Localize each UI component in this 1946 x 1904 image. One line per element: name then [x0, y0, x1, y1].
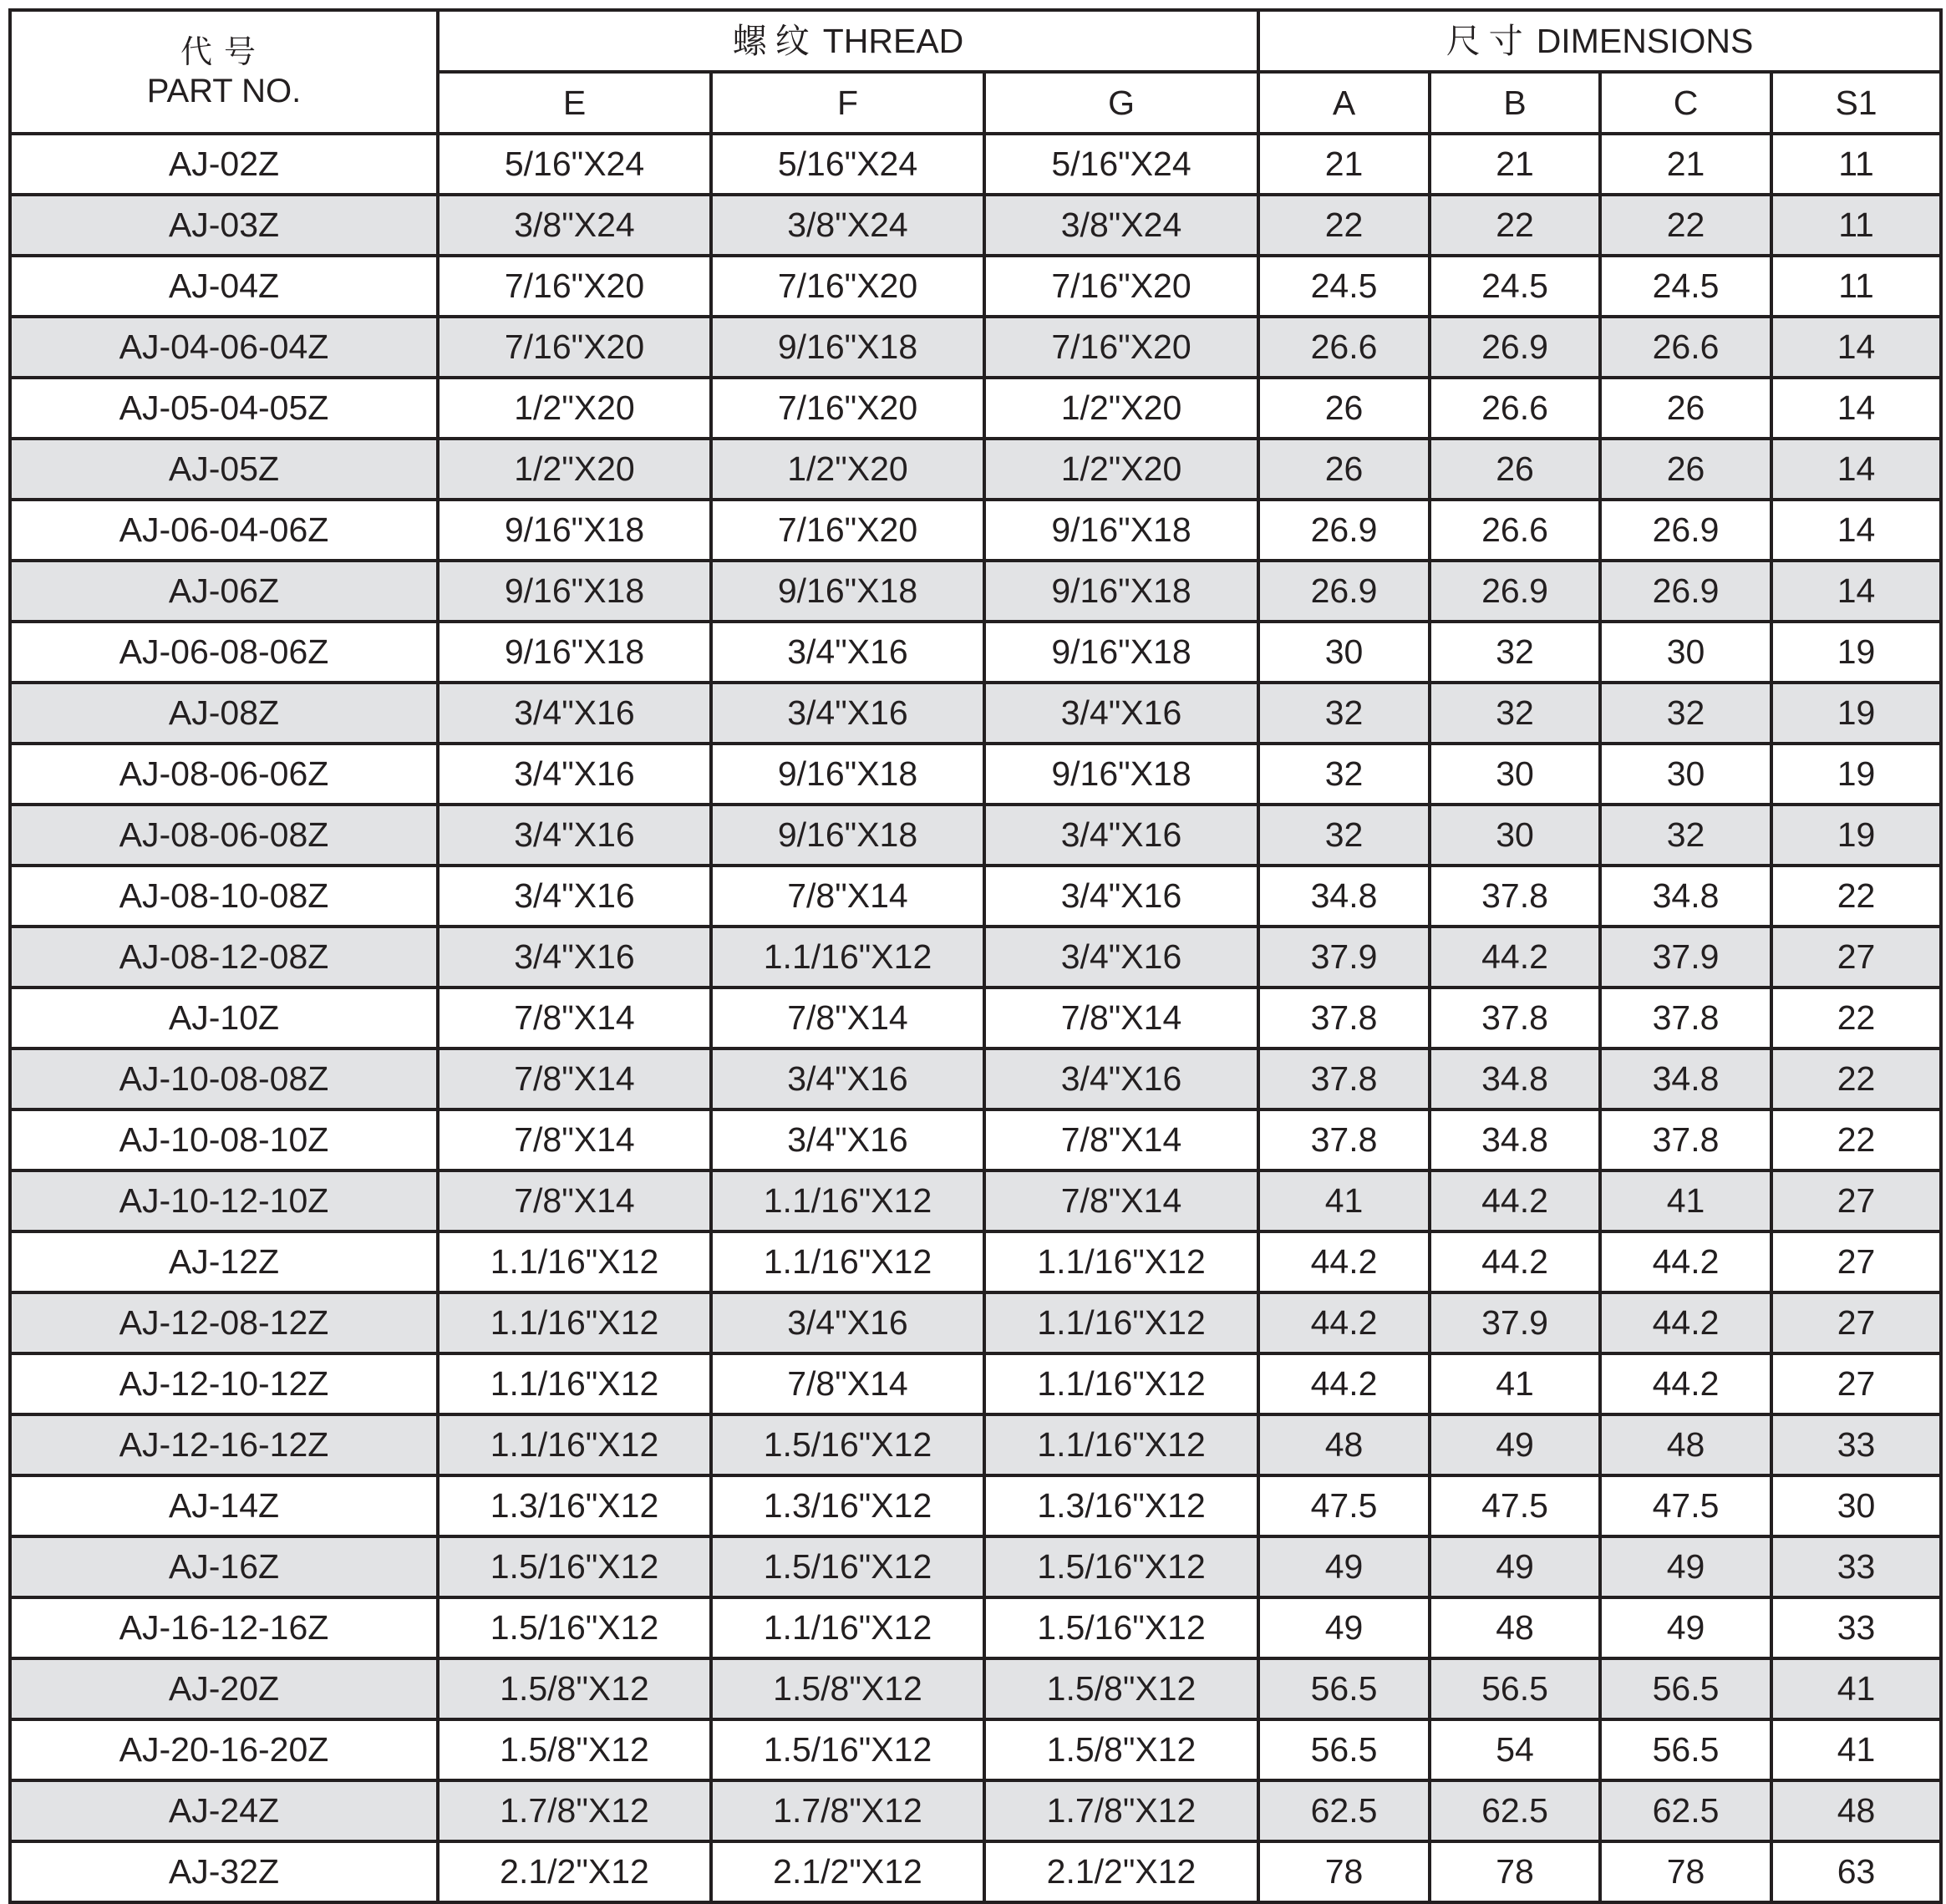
thread-g-cell: 3/4"X16: [984, 866, 1258, 927]
dim-a-cell: 26.6: [1258, 317, 1430, 378]
dim-s1-cell: 14: [1771, 439, 1941, 500]
thread-f-cell: 7/16"X20: [711, 256, 984, 317]
thread-e-cell: 1/2"X20: [438, 378, 711, 439]
dim-a-cell: 47.5: [1258, 1475, 1430, 1536]
thread-f-cell: 3/4"X16: [711, 1292, 984, 1353]
dim-b-cell: 26.9: [1430, 561, 1600, 622]
part-no-cell: AJ-04Z: [10, 256, 438, 317]
part-no-cell: AJ-16Z: [10, 1536, 438, 1597]
thread-e-cell: 9/16"X18: [438, 561, 711, 622]
dim-c-cell: 26: [1600, 378, 1771, 439]
thread-g-cell: 9/16"X18: [984, 622, 1258, 683]
dim-a-cell: 44.2: [1258, 1353, 1430, 1414]
dim-b-cell: 26.9: [1430, 317, 1600, 378]
dim-c-cell: 26: [1600, 439, 1771, 500]
dim-s1-cell: 27: [1771, 1292, 1941, 1353]
thread-f-cell: 7/8"X14: [711, 866, 984, 927]
dim-b-cell: 44.2: [1430, 1170, 1600, 1231]
dim-s1-cell: 22: [1771, 988, 1941, 1048]
thread-f-cell: 3/4"X16: [711, 683, 984, 744]
part-no-cell: AJ-06-08-06Z: [10, 622, 438, 683]
thread-f-cell: 1.5/16"X12: [711, 1414, 984, 1475]
thread-g-cell: 9/16"X18: [984, 561, 1258, 622]
dim-c-cell: 26.6: [1600, 317, 1771, 378]
thread-e-cell: 3/8"X24: [438, 195, 711, 256]
thread-f-cell: 7/8"X14: [711, 1353, 984, 1414]
dim-c-cell: 37.8: [1600, 988, 1771, 1048]
table-row: [10, 1536, 1941, 1597]
table-row: [10, 1414, 1941, 1475]
thread-g-cell: 1.1/16"X12: [984, 1292, 1258, 1353]
table-row: [10, 1231, 1941, 1292]
table-row: [10, 500, 1941, 561]
dim-s1-cell: 11: [1771, 134, 1941, 195]
thread-g-cell: 2.1/2"X12: [984, 1841, 1258, 1902]
dim-a-cell: 62.5: [1258, 1780, 1430, 1841]
thread-f-cell: 1.1/16"X12: [711, 1597, 984, 1658]
dim-a-cell: 26: [1258, 439, 1430, 500]
dim-s1-cell: 14: [1771, 378, 1941, 439]
dim-a-cell: 30: [1258, 622, 1430, 683]
dim-s1-cell: 22: [1771, 1048, 1941, 1109]
table-row: [10, 927, 1941, 988]
dim-b-cell: 26: [1430, 439, 1600, 500]
thread-g-cell: 9/16"X18: [984, 500, 1258, 561]
dim-s1-cell: 11: [1771, 256, 1941, 317]
table-row: [10, 195, 1941, 256]
thread-e-cell: 7/16"X20: [438, 256, 711, 317]
table-row: [10, 988, 1941, 1048]
part-no-cell: AJ-06Z: [10, 561, 438, 622]
thread-f-cell: 3/8"X24: [711, 195, 984, 256]
dim-s1-cell: 48: [1771, 1780, 1941, 1841]
thread-e-cell: 1.1/16"X12: [438, 1353, 711, 1414]
dim-b-cell: 37.8: [1430, 866, 1600, 927]
dim-s1-cell: 41: [1771, 1658, 1941, 1719]
table-row: [10, 1475, 1941, 1536]
dim-a-cell: 44.2: [1258, 1292, 1430, 1353]
dim-a-cell: 41: [1258, 1170, 1430, 1231]
part-no-cell: AJ-04-06-04Z: [10, 317, 438, 378]
thread-g-cell: 3/4"X16: [984, 927, 1258, 988]
dim-a-cell: 37.8: [1258, 1048, 1430, 1109]
part-no-cell: AJ-10-08-10Z: [10, 1109, 438, 1170]
thread-e-cell: 1.5/8"X12: [438, 1658, 711, 1719]
dim-b-cell: 54: [1430, 1719, 1600, 1780]
table-row: [10, 1048, 1941, 1109]
dim-b-cell: 48: [1430, 1597, 1600, 1658]
table-row: [10, 1292, 1941, 1353]
table-row: [10, 683, 1941, 744]
thread-f-cell: 1.7/8"X12: [711, 1780, 984, 1841]
thread-f-cell: 2.1/2"X12: [711, 1841, 984, 1902]
dim-a-cell: 32: [1258, 805, 1430, 866]
thread-g-cell: 5/16"X24: [984, 134, 1258, 195]
header-row-groups: [10, 10, 1941, 72]
part-no-cell: AJ-12Z: [10, 1231, 438, 1292]
dim-a-cell: 37.8: [1258, 1109, 1430, 1170]
dim-b-cell: 26.6: [1430, 378, 1600, 439]
dim-a-cell: 37.9: [1258, 927, 1430, 988]
dim-b-cell: 34.8: [1430, 1109, 1600, 1170]
thread-g-cell: 3/4"X16: [984, 805, 1258, 866]
thread-e-cell: 3/4"X16: [438, 744, 711, 805]
dim-b-cell: 56.5: [1430, 1658, 1600, 1719]
part-no-cell: AJ-08Z: [10, 683, 438, 744]
thread-f-cell: 5/16"X24: [711, 134, 984, 195]
dim-b-cell: 78: [1430, 1841, 1600, 1902]
dim-b-cell: 44.2: [1430, 927, 1600, 988]
thread-g-cell: 3/4"X16: [984, 1048, 1258, 1109]
dim-c-cell: 21: [1600, 134, 1771, 195]
column-header-b: B: [1430, 72, 1600, 134]
dim-s1-cell: 22: [1771, 866, 1941, 927]
dim-c-cell: 34.8: [1600, 1048, 1771, 1109]
thread-g-cell: 1.3/16"X12: [984, 1475, 1258, 1536]
thread-g-cell: 7/16"X20: [984, 317, 1258, 378]
dim-b-cell: 62.5: [1430, 1780, 1600, 1841]
dim-c-cell: 62.5: [1600, 1780, 1771, 1841]
dim-c-cell: 32: [1600, 683, 1771, 744]
table-row: [10, 805, 1941, 866]
thread-e-cell: 3/4"X16: [438, 927, 711, 988]
thread-e-cell: 3/4"X16: [438, 866, 711, 927]
dim-a-cell: 56.5: [1258, 1719, 1430, 1780]
dim-c-cell: 34.8: [1600, 866, 1771, 927]
thread-g-cell: 1.1/16"X12: [984, 1231, 1258, 1292]
dim-c-cell: 44.2: [1600, 1292, 1771, 1353]
table-row: [10, 1658, 1941, 1719]
dim-a-cell: 78: [1258, 1841, 1430, 1902]
dim-s1-cell: 33: [1771, 1536, 1941, 1597]
dimensions-cn: 尺寸: [1446, 20, 1532, 61]
thread-e-cell: 7/16"X20: [438, 317, 711, 378]
thread-e-cell: 7/8"X14: [438, 988, 711, 1048]
dim-c-cell: 37.9: [1600, 927, 1771, 988]
dim-c-cell: 22: [1600, 195, 1771, 256]
table-body: [10, 134, 1941, 1902]
dim-a-cell: 37.8: [1258, 988, 1430, 1048]
part-no-cn: 代号: [180, 33, 267, 70]
table-row: [10, 1109, 1941, 1170]
thread-f-cell: 3/4"X16: [711, 1048, 984, 1109]
part-no-cell: AJ-12-16-12Z: [10, 1414, 438, 1475]
thread-e-cell: 1.5/16"X12: [438, 1597, 711, 1658]
thread-g-cell: 1.7/8"X12: [984, 1780, 1258, 1841]
dim-s1-cell: 11: [1771, 195, 1941, 256]
table-row: [10, 134, 1941, 195]
dim-s1-cell: 33: [1771, 1597, 1941, 1658]
thread-f-cell: 9/16"X18: [711, 805, 984, 866]
dim-a-cell: 32: [1258, 744, 1430, 805]
dim-s1-cell: 19: [1771, 683, 1941, 744]
part-no-en: PART NO.: [146, 73, 302, 109]
dim-a-cell: 34.8: [1258, 866, 1430, 927]
thread-e-cell: 9/16"X18: [438, 500, 711, 561]
thread-e-cell: 3/4"X16: [438, 683, 711, 744]
thread-f-cell: 7/16"X20: [711, 378, 984, 439]
column-header-c: C: [1600, 72, 1771, 134]
dim-a-cell: 56.5: [1258, 1658, 1430, 1719]
dim-b-cell: 49: [1430, 1414, 1600, 1475]
dim-c-cell: 30: [1600, 744, 1771, 805]
thread-f-cell: 1.1/16"X12: [711, 1231, 984, 1292]
dim-c-cell: 24.5: [1600, 256, 1771, 317]
dim-b-cell: 32: [1430, 683, 1600, 744]
column-header-e: E: [438, 72, 711, 134]
dimensions-en: DIMENSIONS: [1536, 21, 1754, 60]
dim-a-cell: 26: [1258, 378, 1430, 439]
thread-e-cell: 1.1/16"X12: [438, 1292, 711, 1353]
dim-c-cell: 26.9: [1600, 500, 1771, 561]
thread-e-cell: 1.3/16"X12: [438, 1475, 711, 1536]
dim-b-cell: 37.9: [1430, 1292, 1600, 1353]
column-header-s1: S1: [1771, 72, 1941, 134]
dim-b-cell: 47.5: [1430, 1475, 1600, 1536]
dim-b-cell: 49: [1430, 1536, 1600, 1597]
part-no-cell: AJ-10-08-08Z: [10, 1048, 438, 1109]
thread-e-cell: 1.5/8"X12: [438, 1719, 711, 1780]
dim-a-cell: 22: [1258, 195, 1430, 256]
thread-f-cell: 1.1/16"X12: [711, 927, 984, 988]
thread-e-cell: 1.7/8"X12: [438, 1780, 711, 1841]
thread-f-cell: 9/16"X18: [711, 317, 984, 378]
dim-a-cell: 49: [1258, 1536, 1430, 1597]
thread-e-cell: 2.1/2"X12: [438, 1841, 711, 1902]
dim-s1-cell: 27: [1771, 1231, 1941, 1292]
part-no-cell: AJ-10-12-10Z: [10, 1170, 438, 1231]
part-no-cell: AJ-10Z: [10, 988, 438, 1048]
dim-a-cell: 26.9: [1258, 500, 1430, 561]
dim-a-cell: 44.2: [1258, 1231, 1430, 1292]
dim-a-cell: 48: [1258, 1414, 1430, 1475]
dim-c-cell: 47.5: [1600, 1475, 1771, 1536]
thread-g-cell: 3/8"X24: [984, 195, 1258, 256]
column-header-f: F: [711, 72, 984, 134]
column-header-a: A: [1258, 72, 1430, 134]
dim-c-cell: 48: [1600, 1414, 1771, 1475]
part-no-cell: AJ-08-10-08Z: [10, 866, 438, 927]
column-header-g: G: [984, 72, 1258, 134]
dim-s1-cell: 22: [1771, 1109, 1941, 1170]
dim-b-cell: 32: [1430, 622, 1600, 683]
part-no-cell: AJ-20-16-20Z: [10, 1719, 438, 1780]
dim-c-cell: 78: [1600, 1841, 1771, 1902]
thread-g-cell: 3/4"X16: [984, 683, 1258, 744]
part-no-cell: AJ-03Z: [10, 195, 438, 256]
thread-g-cell: 7/8"X14: [984, 988, 1258, 1048]
dim-b-cell: 44.2: [1430, 1231, 1600, 1292]
dim-c-cell: 49: [1600, 1597, 1771, 1658]
dim-b-cell: 37.8: [1430, 988, 1600, 1048]
table-row: [10, 561, 1941, 622]
thread-e-cell: 1.1/16"X12: [438, 1414, 711, 1475]
dim-s1-cell: 14: [1771, 561, 1941, 622]
dim-b-cell: 24.5: [1430, 256, 1600, 317]
dim-c-cell: 26.9: [1600, 561, 1771, 622]
dim-s1-cell: 14: [1771, 500, 1941, 561]
part-no-cell: AJ-24Z: [10, 1780, 438, 1841]
part-no-cell: AJ-32Z: [10, 1841, 438, 1902]
dim-b-cell: 34.8: [1430, 1048, 1600, 1109]
part-no-cell: AJ-08-06-06Z: [10, 744, 438, 805]
thread-e-cell: 3/4"X16: [438, 805, 711, 866]
table-row: [10, 378, 1941, 439]
thread-f-cell: 1.3/16"X12: [711, 1475, 984, 1536]
table-row: [10, 1841, 1941, 1902]
part-no-cell: AJ-06-04-06Z: [10, 500, 438, 561]
table-row: [10, 1719, 1941, 1780]
dim-s1-cell: 19: [1771, 744, 1941, 805]
thread-group-header: [438, 10, 1258, 72]
thread-g-cell: 1.5/16"X12: [984, 1597, 1258, 1658]
thread-f-cell: 7/16"X20: [711, 500, 984, 561]
thread-g-cell: 7/8"X14: [984, 1109, 1258, 1170]
dim-s1-cell: 63: [1771, 1841, 1941, 1902]
table-row: [10, 1170, 1941, 1231]
dim-c-cell: 37.8: [1600, 1109, 1771, 1170]
thread-f-cell: 9/16"X18: [711, 744, 984, 805]
part-no-cell: AJ-08-12-08Z: [10, 927, 438, 988]
dim-c-cell: 30: [1600, 622, 1771, 683]
thread-f-cell: 1.5/16"X12: [711, 1536, 984, 1597]
dimensions-group-header: [1258, 10, 1941, 72]
part-no-cell: AJ-02Z: [10, 134, 438, 195]
thread-g-cell: 9/16"X18: [984, 744, 1258, 805]
table-row: [10, 1353, 1941, 1414]
thread-e-cell: 1/2"X20: [438, 439, 711, 500]
dim-b-cell: 22: [1430, 195, 1600, 256]
table-row: [10, 1597, 1941, 1658]
dim-s1-cell: 30: [1771, 1475, 1941, 1536]
dim-c-cell: 56.5: [1600, 1658, 1771, 1719]
dim-b-cell: 21: [1430, 134, 1600, 195]
dim-s1-cell: 19: [1771, 622, 1941, 683]
table-row: [10, 866, 1941, 927]
thread-f-cell: 1.5/16"X12: [711, 1719, 984, 1780]
thread-g-cell: 1.5/8"X12: [984, 1658, 1258, 1719]
dim-a-cell: 26.9: [1258, 561, 1430, 622]
thread-e-cell: 7/8"X14: [438, 1048, 711, 1109]
dim-c-cell: 41: [1600, 1170, 1771, 1231]
thread-g-cell: 1.5/16"X12: [984, 1536, 1258, 1597]
table-header: [10, 10, 1941, 134]
part-no-header: [10, 10, 438, 134]
dim-a-cell: 49: [1258, 1597, 1430, 1658]
dim-s1-cell: 33: [1771, 1414, 1941, 1475]
thread-cn: 螺纹: [732, 20, 818, 61]
thread-e-cell: 5/16"X24: [438, 134, 711, 195]
dim-s1-cell: 14: [1771, 317, 1941, 378]
dim-s1-cell: 27: [1771, 1170, 1941, 1231]
thread-g-cell: 1/2"X20: [984, 439, 1258, 500]
thread-e-cell: 7/8"X14: [438, 1109, 711, 1170]
dim-a-cell: 32: [1258, 683, 1430, 744]
dim-s1-cell: 41: [1771, 1719, 1941, 1780]
table-row: [10, 256, 1941, 317]
table-row: [10, 1780, 1941, 1841]
table-row: [10, 622, 1941, 683]
thread-f-cell: 3/4"X16: [711, 1109, 984, 1170]
thread-e-cell: 1.1/16"X12: [438, 1231, 711, 1292]
thread-g-cell: 1.1/16"X12: [984, 1414, 1258, 1475]
thread-f-cell: 1.5/8"X12: [711, 1658, 984, 1719]
table-row: [10, 744, 1941, 805]
dim-c-cell: 49: [1600, 1536, 1771, 1597]
dim-s1-cell: 27: [1771, 1353, 1941, 1414]
thread-e-cell: 1.5/16"X12: [438, 1536, 711, 1597]
thread-f-cell: 1/2"X20: [711, 439, 984, 500]
thread-g-cell: 1/2"X20: [984, 378, 1258, 439]
table-row: [10, 439, 1941, 500]
thread-g-cell: 1.5/8"X12: [984, 1719, 1258, 1780]
dim-b-cell: 26.6: [1430, 500, 1600, 561]
dim-c-cell: 44.2: [1600, 1231, 1771, 1292]
dim-c-cell: 44.2: [1600, 1353, 1771, 1414]
spec-table: [8, 8, 1943, 1904]
thread-g-cell: 1.1/16"X12: [984, 1353, 1258, 1414]
thread-e-cell: 7/8"X14: [438, 1170, 711, 1231]
thread-f-cell: 7/8"X14: [711, 988, 984, 1048]
dim-b-cell: 41: [1430, 1353, 1600, 1414]
dim-s1-cell: 27: [1771, 927, 1941, 988]
dim-a-cell: 21: [1258, 134, 1430, 195]
dim-b-cell: 30: [1430, 805, 1600, 866]
thread-f-cell: 3/4"X16: [711, 622, 984, 683]
dim-s1-cell: 19: [1771, 805, 1941, 866]
thread-e-cell: 9/16"X18: [438, 622, 711, 683]
dim-c-cell: 56.5: [1600, 1719, 1771, 1780]
thread-en: THREAD: [822, 21, 964, 60]
thread-f-cell: 9/16"X18: [711, 561, 984, 622]
dim-a-cell: 24.5: [1258, 256, 1430, 317]
part-no-cell: AJ-20Z: [10, 1658, 438, 1719]
part-no-cell: AJ-16-12-16Z: [10, 1597, 438, 1658]
thread-g-cell: 7/8"X14: [984, 1170, 1258, 1231]
part-no-cell: AJ-05-04-05Z: [10, 378, 438, 439]
table-row: [10, 317, 1941, 378]
thread-f-cell: 1.1/16"X12: [711, 1170, 984, 1231]
part-no-cell: AJ-05Z: [10, 439, 438, 500]
part-no-cell: AJ-08-06-08Z: [10, 805, 438, 866]
part-no-cell: AJ-12-10-12Z: [10, 1353, 438, 1414]
part-no-cell: AJ-12-08-12Z: [10, 1292, 438, 1353]
dim-b-cell: 30: [1430, 744, 1600, 805]
dim-c-cell: 32: [1600, 805, 1771, 866]
part-no-cell: AJ-14Z: [10, 1475, 438, 1536]
thread-g-cell: 7/16"X20: [984, 256, 1258, 317]
